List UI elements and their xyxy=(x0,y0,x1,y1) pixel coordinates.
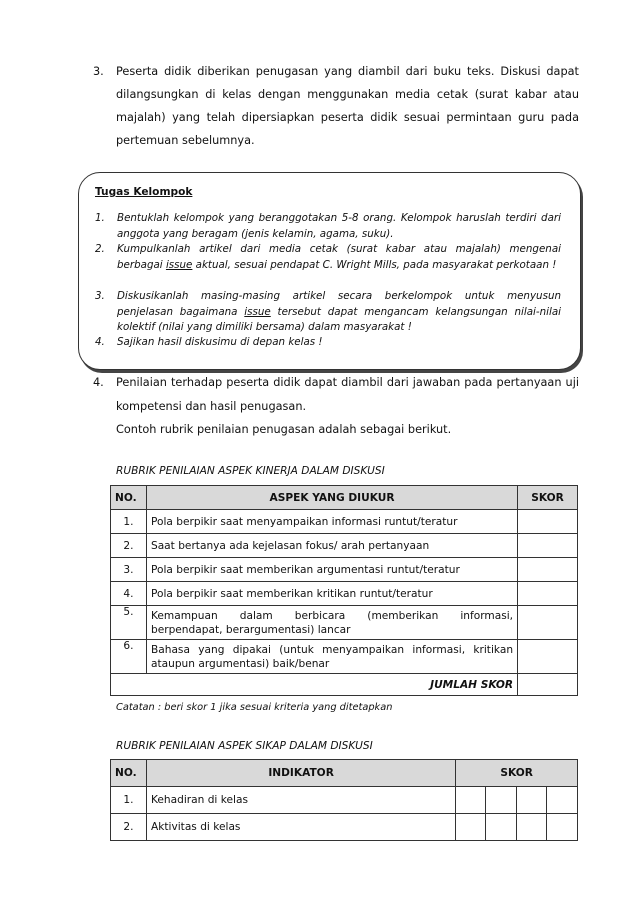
row-text: Aktivitas di kelas xyxy=(146,814,455,841)
score-cell[interactable] xyxy=(547,814,578,841)
score-cell[interactable] xyxy=(486,787,517,814)
rubric-2-caption: RUBRIK PENILAIAN ASPEK SIKAP DALAM DISKUSI xyxy=(116,740,373,752)
task-text: Bentuklah kelompok yang beranggotakan 5-8 orang. Kelompok haruslah terdiri dari anggota yang beragam (jenis kelamin, agama, suku). xyxy=(117,212,561,240)
row-no: 4. xyxy=(111,582,147,606)
row-text: Bahasa yang dipakai (untuk menyampaikan informasi, kritikan ataupun argumentasi) baik/benar xyxy=(146,640,517,674)
item-3-line-3: majalah) yang telah dipersiapkan peserta didik sesuai permintaan guru pada xyxy=(116,111,579,124)
table-row xyxy=(111,534,578,558)
score-cell[interactable] xyxy=(518,510,578,534)
table-row xyxy=(111,510,578,534)
item-3-line-1: Peserta didik diberikan penugasan yang diambil dari buku teks. Diskusi dapat xyxy=(116,65,579,78)
score-cell[interactable] xyxy=(518,582,578,606)
header-no: NO. xyxy=(111,760,147,787)
item-4-line-1: Penilaian terhadap peserta didik dapat diambil dari jawaban pada pertanyaan uji xyxy=(116,376,579,389)
row-no: 1. xyxy=(111,787,147,814)
issue-term: issue xyxy=(165,258,193,271)
row-text: Saat bertanya ada kejelasan fokus/ arah pertanyaan xyxy=(146,534,517,558)
table-row xyxy=(111,814,578,841)
score-cell[interactable] xyxy=(547,787,578,814)
task-text: Sajikan hasil diskusimu di depan kelas ! xyxy=(117,336,323,348)
table-header-row xyxy=(111,760,578,787)
score-cell[interactable] xyxy=(517,814,547,841)
row-text: Pola berpikir saat memberikan kritikan runtut/teratur xyxy=(146,582,517,606)
task-number: 4. xyxy=(95,336,105,348)
group-task-title: Tugas Kelompok xyxy=(95,186,193,198)
header-score: SKOR xyxy=(456,760,578,787)
task-item-4 xyxy=(95,335,561,351)
header-score: SKOR xyxy=(518,486,578,510)
row-no: 2. xyxy=(111,814,147,841)
score-cell[interactable] xyxy=(518,640,578,674)
task-item-3 xyxy=(95,289,561,336)
score-cell[interactable] xyxy=(518,558,578,582)
score-cell[interactable] xyxy=(456,787,486,814)
rubric-2-table xyxy=(110,759,578,841)
header-aspect: ASPEK YANG DIUKUR xyxy=(146,486,517,510)
row-text: Kemampuan dalam berbicara (memberikan informasi, berpendapat, berargumentasi) lancar xyxy=(146,606,517,640)
table-row xyxy=(111,640,578,674)
task-text: Kumpulkanlah artikel dari media cetak (surat kabar atau majalah) mengenai berbagai issue aktual, sesuai pendapat C. Wright Mills, pada masyarakat perkotaan ! xyxy=(117,243,561,271)
task-item-1 xyxy=(95,211,561,243)
rubric-1-note: Catatan : beri skor 1 jika sesuai kriteria yang ditetapkan xyxy=(116,702,393,713)
item-3-line-4: pertemuan sebelumnya. xyxy=(116,134,255,147)
task-text: Diskusikanlah masing-masing artikel secara berkelompok untuk menyusun penjelasan bagaimana issue tersebut dapat mengancam kelangsungan nilai-nilai kolektif (nilai yang dimiliki bersama) dalam masyarakat ! xyxy=(117,290,561,333)
row-text: Pola berpikir saat memberikan argumentasi runtut/teratur xyxy=(146,558,517,582)
table-row xyxy=(111,787,578,814)
item-3-line-2: dilangsungkan di kelas dengan menggunakan media cetak (surat kabar atau xyxy=(116,88,579,101)
item-3-number: 3. xyxy=(93,65,104,78)
item-4-line-3: Contoh rubrik penilaian penugasan adalah sebagai berikut. xyxy=(116,423,452,436)
total-label: JUMLAH SKOR xyxy=(111,674,518,696)
item-4-line-2: kompetensi dan hasil penugasan. xyxy=(116,400,307,413)
task-item-2 xyxy=(95,242,561,289)
rubric-1-table xyxy=(110,485,578,696)
row-no: 5. xyxy=(111,606,147,640)
row-text: Kehadiran di kelas xyxy=(146,787,455,814)
row-no: 1. xyxy=(111,510,147,534)
total-score-cell[interactable] xyxy=(518,674,578,696)
issue-term: issue xyxy=(244,305,271,318)
task-number: 2. xyxy=(95,243,105,255)
score-cell[interactable] xyxy=(456,814,486,841)
table-header-row xyxy=(111,486,578,510)
score-cell[interactable] xyxy=(486,814,517,841)
row-no: 3. xyxy=(111,558,147,582)
score-cell[interactable] xyxy=(518,606,578,640)
item-4-number: 4. xyxy=(93,376,104,389)
score-cell[interactable] xyxy=(517,787,547,814)
table-row xyxy=(111,606,578,640)
row-text: Pola berpikir saat menyampaikan informasi runtut/teratur xyxy=(146,510,517,534)
total-row xyxy=(111,674,578,696)
score-cell[interactable] xyxy=(518,534,578,558)
task-number: 3. xyxy=(95,290,105,302)
header-indicator: INDIKATOR xyxy=(146,760,455,787)
table-row xyxy=(111,558,578,582)
task-number: 1. xyxy=(95,212,105,224)
table-row xyxy=(111,582,578,606)
group-task-box xyxy=(78,172,581,370)
row-no: 6. xyxy=(111,640,147,674)
rubric-1-caption: RUBRIK PENILAIAN ASPEK KINERJA DALAM DISKUSI xyxy=(116,465,385,477)
header-no: NO. xyxy=(111,486,147,510)
row-no: 2. xyxy=(111,534,147,558)
